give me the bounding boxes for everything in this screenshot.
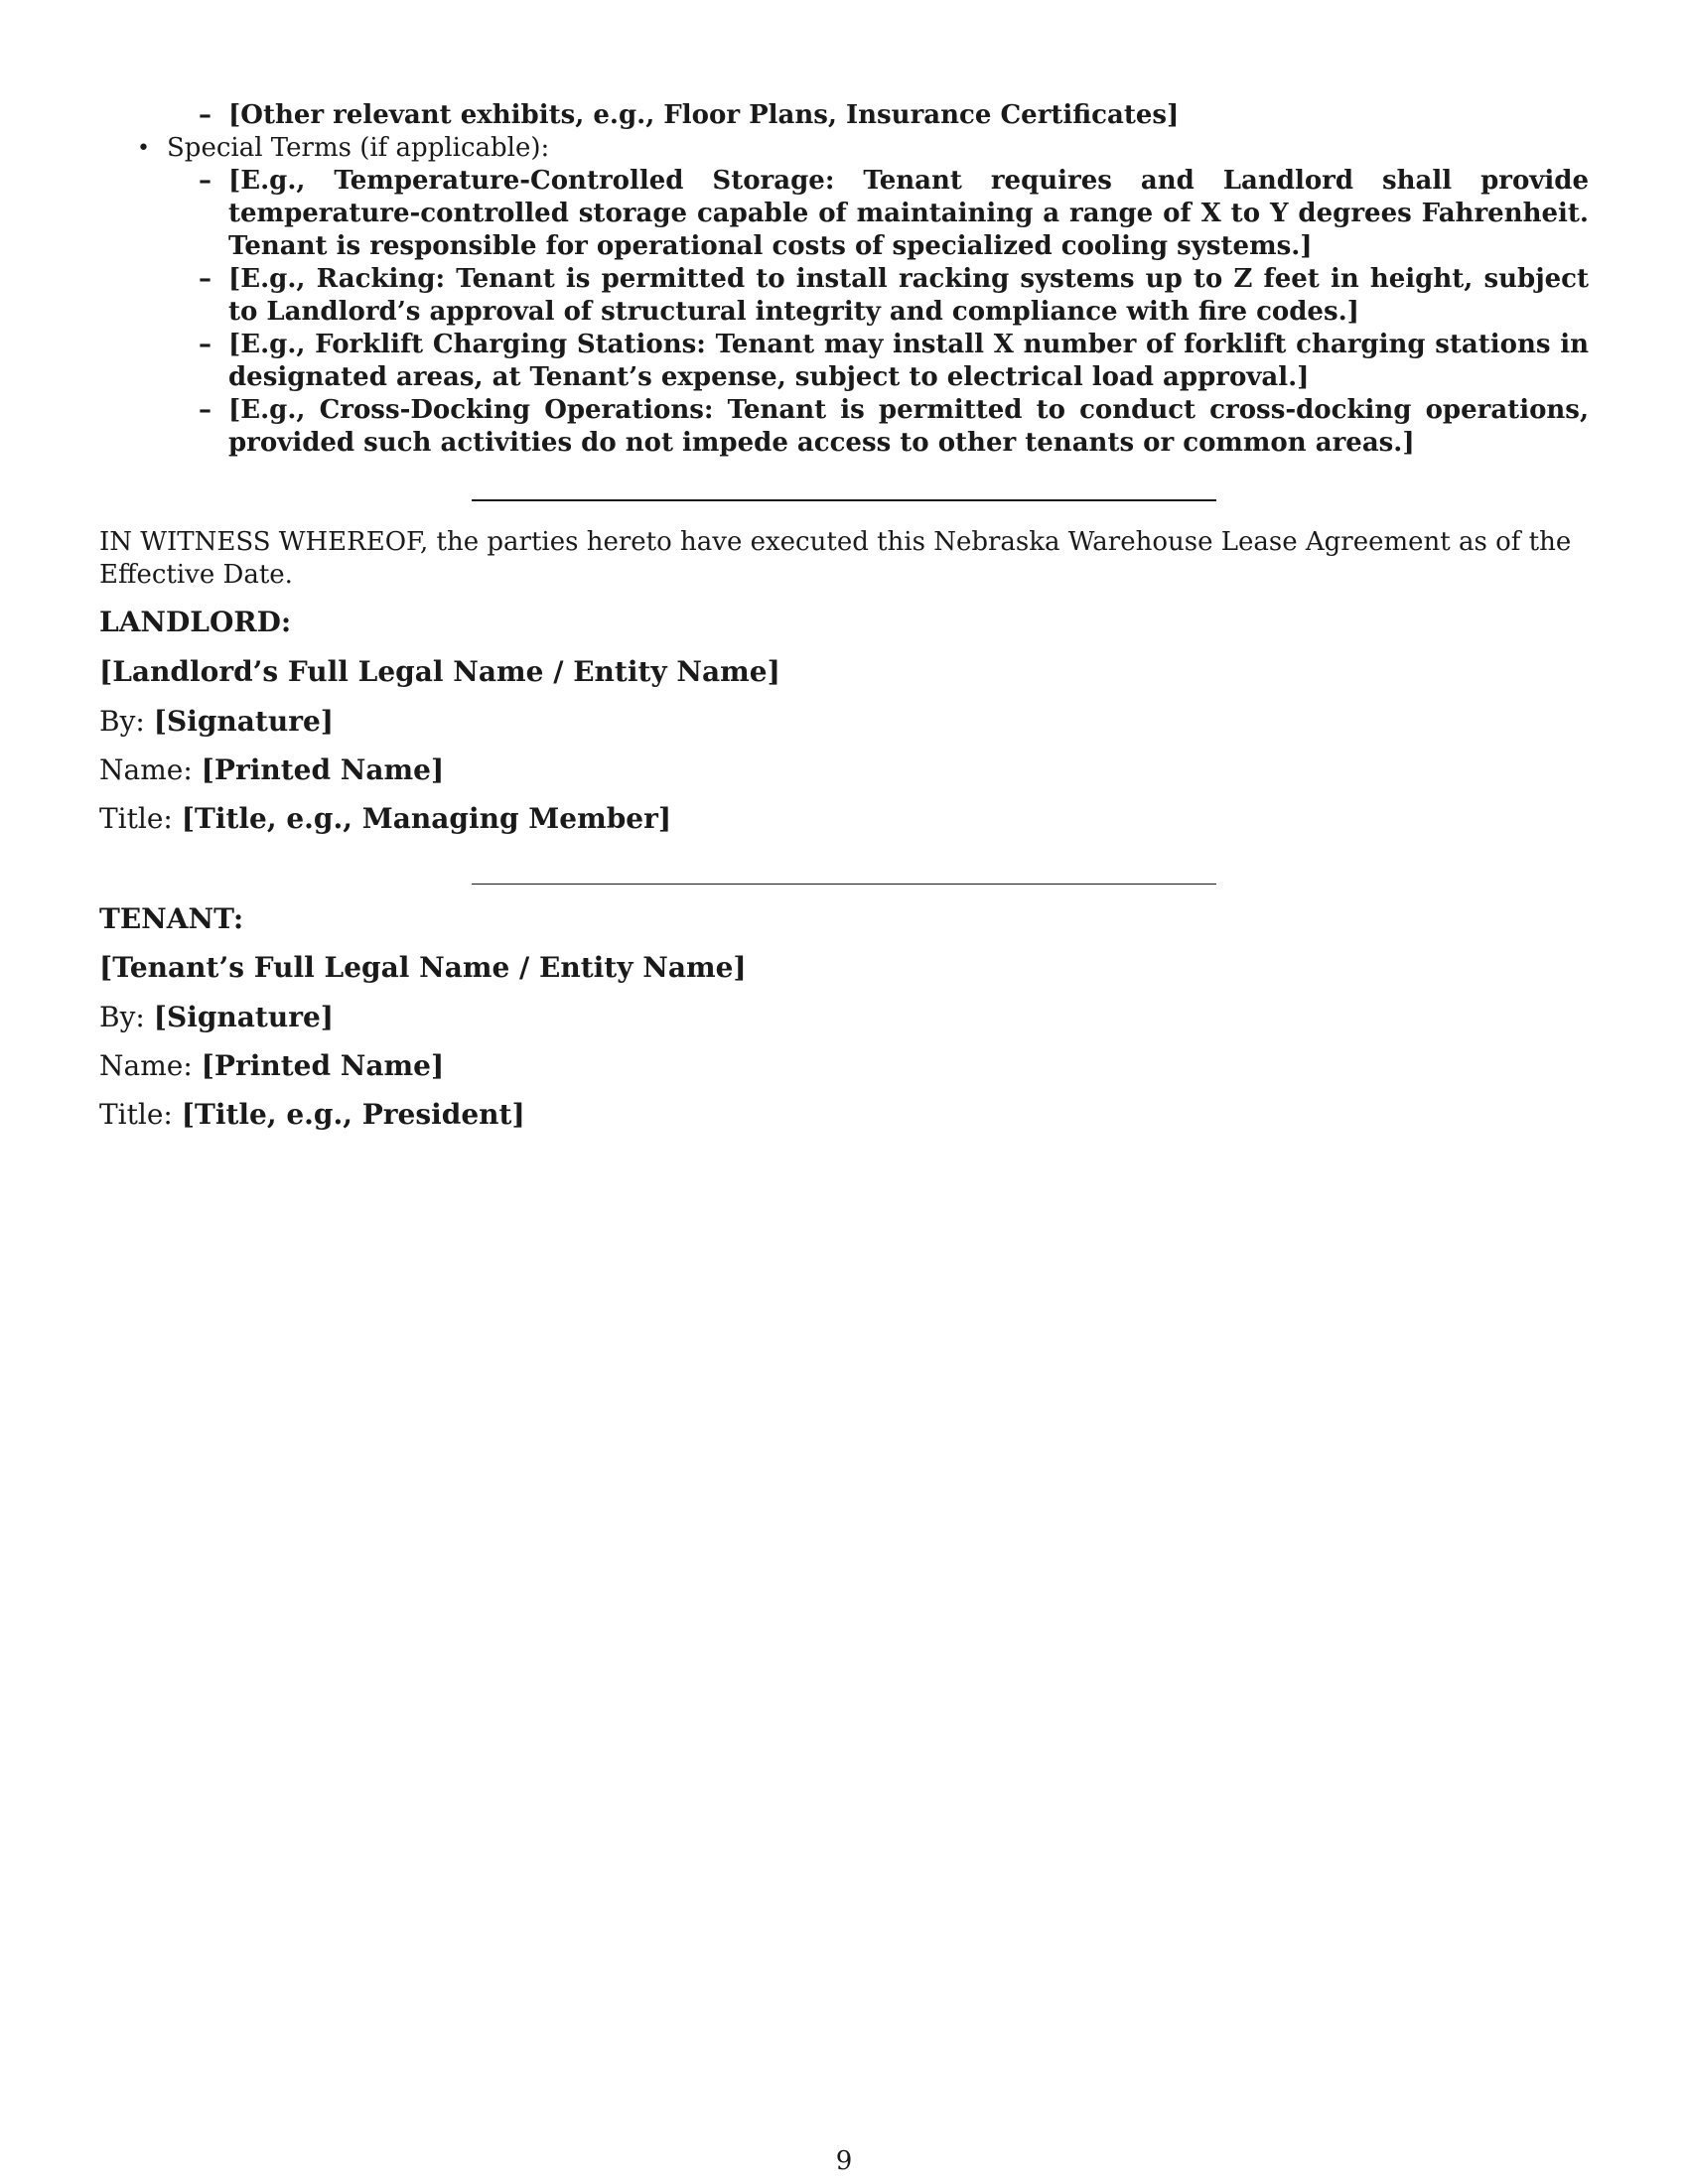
tenant-entity-line <box>99 951 747 984</box>
exhibit-text: [Other relevant exhibits, e.g., Floor Plans, Insurance Certificates] <box>228 100 1180 130</box>
document-body <box>99 99 1589 460</box>
signature-divider <box>472 884 1216 885</box>
tenant-name-line <box>99 1049 444 1082</box>
tenant-title-line <box>99 1098 525 1131</box>
landlord-title-line <box>99 802 671 835</box>
exhibit-list-item <box>99 99 1589 132</box>
special-terms-bullet <box>99 132 1589 165</box>
special-terms-label: Special Terms (if applicable): <box>167 133 550 163</box>
dash-marker: – <box>199 100 211 130</box>
tenant-entity: [Tenant’s Full Legal Name / Entity Name] <box>99 951 747 984</box>
special-term-item <box>99 165 1589 263</box>
special-term-item <box>99 329 1589 394</box>
tenant-by-line <box>99 1001 334 1033</box>
bullet-icon: • <box>137 136 150 161</box>
landlord-signature: [Signature] <box>153 705 335 738</box>
name-label: Name: <box>99 753 193 786</box>
special-term-item <box>99 394 1589 460</box>
landlord-by-line <box>99 705 334 738</box>
name-label: Name: <box>99 1049 193 1082</box>
landlord-title: [Title, e.g., Managing Member] <box>181 802 672 835</box>
title-label: Title: <box>99 802 173 835</box>
dash-marker: – <box>199 330 211 359</box>
tenant-heading: TENANT: <box>99 902 244 935</box>
special-term-text: [E.g., Racking: Tenant is permitted to install racking systems up to Z feet in height, subject to Landlord’s approval of structural integrity and compliance with fire codes.] <box>228 264 1589 327</box>
landlord-heading: LANDLORD: <box>99 606 292 638</box>
landlord-printed-name: [Printed Name] <box>201 753 445 786</box>
title-label: Title: <box>99 1098 173 1131</box>
special-term-text: [E.g., Forklift Charging Stations: Tenant may install X number of forklift charging stations in designated areas, at Tenant’s expense, subject to electrical load approval.] <box>228 330 1589 392</box>
special-term-text: [E.g., Temperature-Controlled Storage: Tenant requires and Landlord shall provide temperature-controlled storage capable of maintaining a range of X to Y degrees Fahrenheit. Tenant is responsible for operational costs of specialized cooling systems.] <box>228 166 1589 261</box>
tenant-signature: [Signature] <box>153 1001 335 1033</box>
dash-marker: – <box>199 264 211 294</box>
dash-marker: – <box>199 395 211 425</box>
special-term-item <box>99 263 1589 329</box>
by-label: By: <box>99 705 145 738</box>
tenant-title: [Title, e.g., President] <box>181 1098 525 1131</box>
witness-block <box>99 526 1589 592</box>
landlord-entity-line <box>99 655 780 688</box>
tenant-printed-name: [Printed Name] <box>201 1049 445 1082</box>
witness-paragraph: IN WITNESS WHEREOF, the parties hereto have executed this Nebraska Warehouse Lease Agreement as of the Effective Date. <box>99 527 1572 590</box>
by-label: By: <box>99 1001 145 1033</box>
dash-marker: – <box>199 166 211 196</box>
landlord-name-line <box>99 753 444 786</box>
landlord-entity: [Landlord’s Full Legal Name / Entity Name] <box>99 655 780 688</box>
special-term-text: [E.g., Cross-Docking Operations: Tenant is permitted to conduct cross-docking operations, provided such activities do not impede access to other tenants or common areas.] <box>228 395 1589 458</box>
section-divider <box>472 499 1216 501</box>
page-number: 9 <box>835 2146 853 2176</box>
